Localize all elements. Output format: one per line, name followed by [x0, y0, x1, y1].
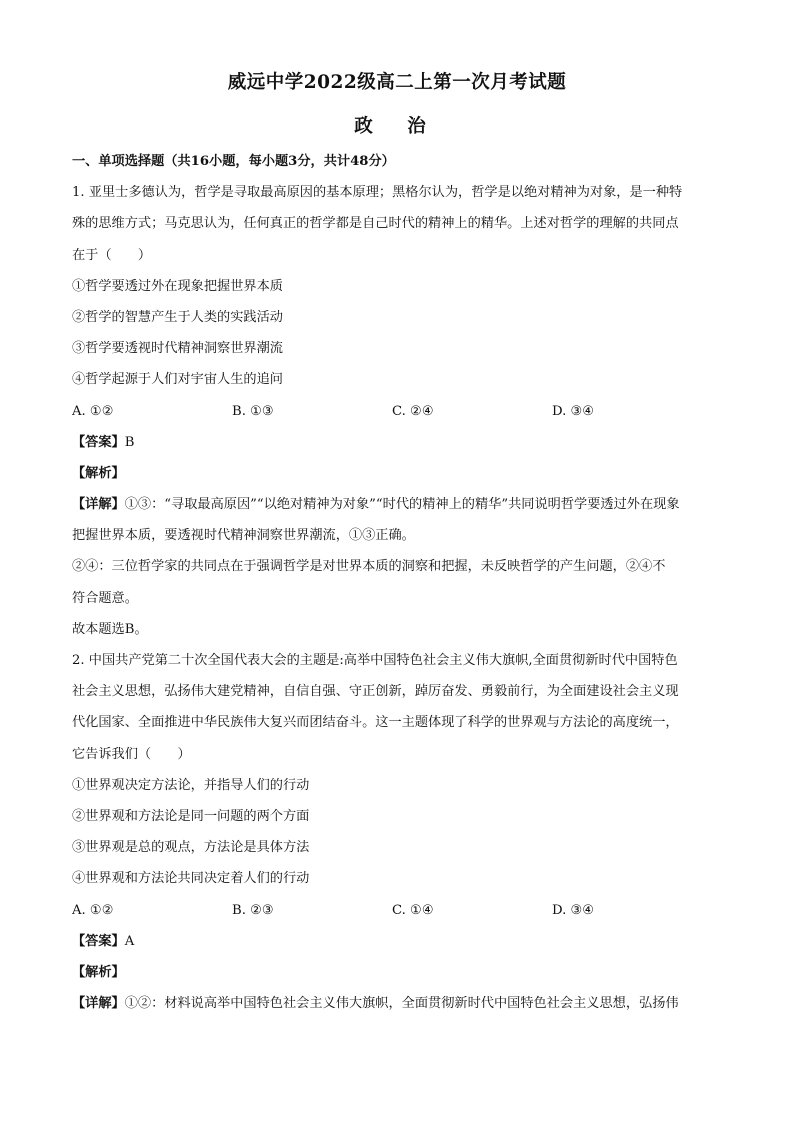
question-1: [72, 177, 724, 645]
question-2: [72, 645, 724, 1019]
statement-3: ③世界观是总的观点，方法论是具体方法: [72, 840, 310, 856]
statement-1: ①哲学要透过外在现象把握世界本质: [72, 278, 283, 294]
statement-2: ②世界观和方法论是同一问题的两个方面: [72, 808, 310, 824]
answer-line: [72, 926, 724, 957]
question-stem-line: 社会主义思想，弘扬伟大建党精神，自信自强、守正创新，踔厉奋发、勇毅前行，为全面建设社会主义现: [72, 684, 679, 700]
answer-line: [72, 427, 724, 458]
answer-value: A: [124, 933, 135, 949]
question-stem-line: 2. 中国共产党第二十次全国代表大会的主题是:高举中国特色社会主义伟大旗帜,全面贯彻新时代中国特色: [72, 653, 678, 668]
question-stem-line: 殊的思维方式；马克思认为，任何真正的哲学都是自己时代的精神上的精华。上述对哲学的理解的共同点: [72, 216, 679, 232]
answer-value: B: [124, 434, 135, 450]
option-a: A. ①②: [72, 403, 114, 419]
answer-options: [72, 396, 724, 427]
analysis-label: 【解析】: [72, 964, 125, 980]
answer-label: 【答案】: [72, 434, 125, 450]
answer-label: 【答案】: [72, 933, 125, 949]
option-c: C. ②④: [392, 403, 434, 419]
detail-conclusion: 故本题选B。: [72, 621, 148, 637]
option-c: C. ①④: [392, 902, 434, 918]
detail-label: 【详解】: [72, 996, 125, 1012]
detail-text: ①②：材料说高举中国特色社会主义伟大旗帜，全面贯彻新时代中国特色社会主义思想，弘扬伟: [124, 996, 679, 1012]
statement-3: ③哲学要透视时代精神洞察世界潮流: [72, 341, 283, 357]
detail-line: [72, 489, 724, 520]
statement-2: ②哲学的智慧产生于人类的实践活动: [72, 309, 283, 325]
question-stem-line: 它告诉我们（ ）: [72, 746, 191, 762]
statement-4: ④世界观和方法论共同决定着人们的行动: [72, 871, 310, 887]
option-d: D. ③④: [552, 403, 595, 419]
detail-text: 符合题意。: [72, 590, 138, 606]
detail-text: ②④：三位哲学家的共同点在于强调哲学是对世界本质的洞察和把握，未反映哲学的产生问题，②④不: [72, 559, 666, 575]
detail-line: [72, 988, 724, 1019]
question-stem-line: 在于（ ）: [72, 247, 152, 263]
subject-title: 政 治: [354, 116, 440, 137]
detail-text: ①③：“寻取最高原因”“以绝对精神为对象”“时代的精神上的精华”共同说明哲学要透过外在现象: [124, 497, 680, 513]
option-a: A. ①②: [72, 902, 114, 918]
question-stem-line: 代化国家、全面推进中华民族伟大复兴而团结奋斗。这一主题体现了科学的世界观与方法论的高度统一，: [72, 715, 679, 731]
page-title: 威远中学2022级高二上第一次月考试题: [227, 72, 567, 93]
option-d: D. ③④: [552, 902, 595, 918]
option-b: B. ①③: [232, 403, 274, 419]
section-heading: 一、单项选择题（共16小题，每小题3分，共计48分）: [72, 154, 395, 169]
answer-options: [72, 895, 724, 926]
document-body: [72, 146, 724, 1019]
detail-text: 把握世界本质，要透视时代精神洞察世界潮流，①③正确。: [72, 528, 415, 544]
detail-label: 【详解】: [72, 497, 125, 513]
statement-4: ④哲学起源于人们对宇宙人生的追问: [72, 372, 283, 388]
option-b: B. ②③: [232, 902, 274, 918]
question-stem-line: 1. 亚里士多德认为，哲学是寻取最高原因的基本原理；黑格尔认为，哲学是以绝对精神为对象，是一种特: [72, 185, 683, 201]
statement-1: ①世界观决定方法论，并指导人们的行动: [72, 777, 310, 793]
analysis-label: 【解析】: [72, 465, 125, 481]
